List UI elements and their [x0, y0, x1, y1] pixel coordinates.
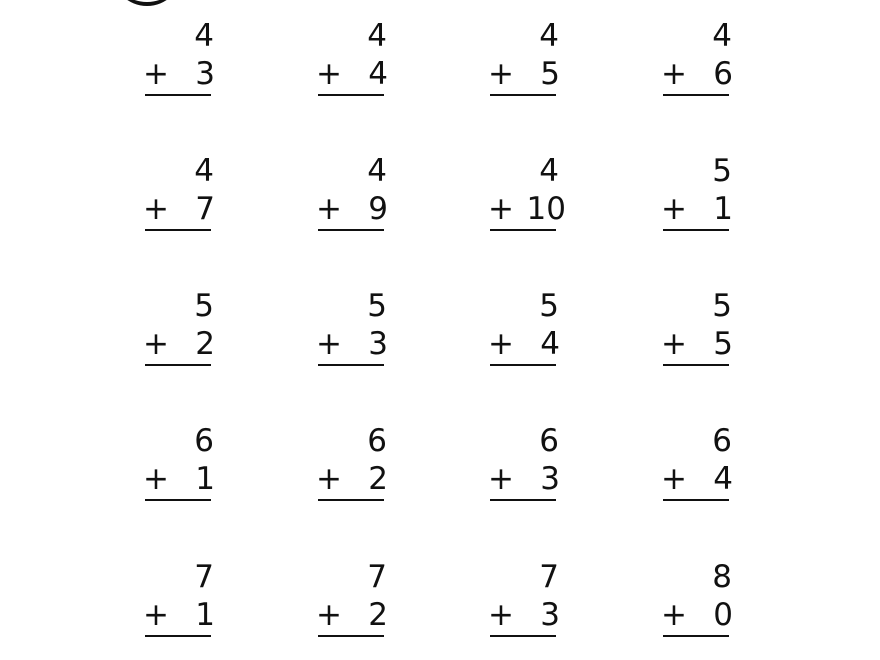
plus-sign: +: [488, 461, 514, 497]
plus-sign: +: [143, 461, 169, 497]
problem-r2-c4: [661, 137, 751, 247]
top-number: 6: [367, 423, 388, 459]
plus-sign: +: [143, 326, 169, 362]
problem-r1-c4: [661, 2, 751, 112]
top-number: 8: [712, 559, 733, 595]
problem-r5-c4: [661, 543, 751, 653]
plus-sign: +: [661, 326, 687, 362]
top-number: 6: [194, 423, 215, 459]
problem-r3-c4: [661, 272, 751, 382]
top-number: 7: [367, 559, 388, 595]
problem-r4-c3: [488, 407, 578, 517]
addend-number: 5: [540, 56, 560, 92]
plus-sign: +: [661, 56, 687, 92]
top-number: 4: [539, 18, 560, 54]
problem-r3-c3: [488, 272, 578, 382]
answer-line: [663, 229, 729, 231]
answer-line: [663, 94, 729, 96]
addend-number: 4: [540, 326, 560, 362]
addend-number: 2: [368, 597, 388, 633]
top-number: 6: [712, 423, 733, 459]
top-number: 5: [712, 153, 733, 189]
answer-line: [490, 499, 556, 501]
answer-line: [490, 635, 556, 637]
answer-line: [318, 364, 384, 366]
answer-line: [318, 635, 384, 637]
addend-number: 5: [713, 326, 733, 362]
problem-r4-c1: [143, 407, 233, 517]
answer-line: [145, 635, 211, 637]
addend-number: 1: [195, 461, 215, 497]
plus-sign: +: [316, 326, 342, 362]
plus-sign: +: [488, 56, 514, 92]
top-number: 5: [367, 288, 388, 324]
addend-number: 4: [713, 461, 733, 497]
addend-number: 10: [526, 191, 566, 227]
addend-number: 3: [368, 326, 388, 362]
addend-number: 3: [195, 56, 215, 92]
addend-number: 4: [368, 56, 388, 92]
problem-r1-c2: [316, 2, 406, 112]
plus-sign: +: [316, 56, 342, 92]
addend-number: 6: [713, 56, 733, 92]
problem-r5-c2: [316, 543, 406, 653]
top-number: 4: [367, 18, 388, 54]
plus-sign: +: [143, 191, 169, 227]
problem-r5-c3: [488, 543, 578, 653]
top-number: 4: [712, 18, 733, 54]
problem-r2-c2: [316, 137, 406, 247]
top-number: 7: [194, 559, 215, 595]
addend-number: 1: [713, 191, 733, 227]
addend-number: 2: [195, 326, 215, 362]
addend-number: 0: [713, 597, 733, 633]
problem-r2-c3: [488, 137, 578, 247]
addend-number: 1: [195, 597, 215, 633]
top-number: 5: [539, 288, 560, 324]
plus-sign: +: [488, 191, 514, 227]
problem-r5-c1: [143, 543, 233, 653]
top-number: 6: [539, 423, 560, 459]
addend-number: 2: [368, 461, 388, 497]
answer-line: [490, 364, 556, 366]
top-number: 4: [194, 153, 215, 189]
answer-line: [145, 229, 211, 231]
problem-r3-c1: [143, 272, 233, 382]
top-number: 7: [539, 559, 560, 595]
plus-sign: +: [661, 191, 687, 227]
answer-line: [318, 499, 384, 501]
answer-line: [145, 94, 211, 96]
top-number: 4: [194, 18, 215, 54]
answer-line: [663, 635, 729, 637]
problem-r3-c2: [316, 272, 406, 382]
top-number: 4: [539, 153, 560, 189]
answer-line: [490, 94, 556, 96]
addend-number: 3: [540, 461, 560, 497]
answer-line: [318, 229, 384, 231]
answer-line: [145, 499, 211, 501]
plus-sign: +: [316, 191, 342, 227]
top-number: 5: [712, 288, 733, 324]
answer-line: [490, 229, 556, 231]
plus-sign: +: [488, 326, 514, 362]
plus-sign: +: [661, 597, 687, 633]
top-number: 5: [194, 288, 215, 324]
plus-sign: +: [316, 597, 342, 633]
plus-sign: +: [661, 461, 687, 497]
problem-r1-c3: [488, 2, 578, 112]
problem-r4-c4: [661, 407, 751, 517]
answer-line: [145, 364, 211, 366]
answer-line: [663, 499, 729, 501]
plus-sign: +: [316, 461, 342, 497]
problem-r1-c1: [143, 2, 233, 112]
plus-sign: +: [488, 597, 514, 633]
top-number: 4: [367, 153, 388, 189]
answer-line: [663, 364, 729, 366]
answer-line: [318, 94, 384, 96]
addend-number: 9: [368, 191, 388, 227]
addend-number: 3: [540, 597, 560, 633]
plus-sign: +: [143, 56, 169, 92]
plus-sign: +: [143, 597, 169, 633]
problem-r2-c1: [143, 137, 233, 247]
addend-number: 7: [195, 191, 215, 227]
problem-r4-c2: [316, 407, 406, 517]
